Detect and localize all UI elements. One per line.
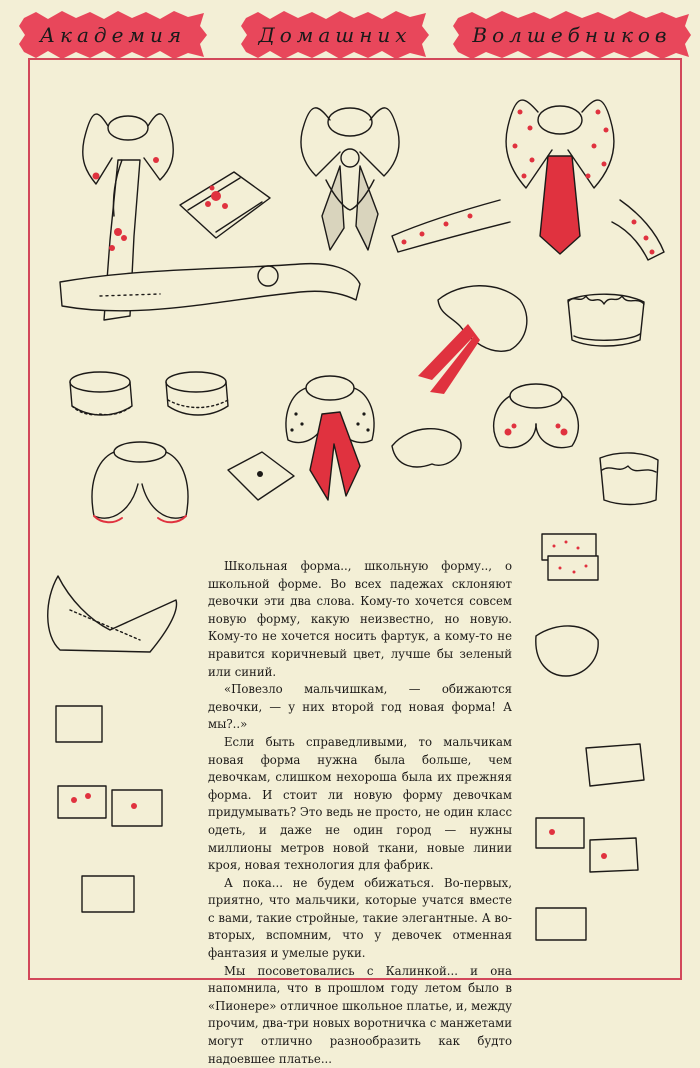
ruffled-cuffs bbox=[600, 453, 658, 505]
cuffs-right bbox=[536, 744, 644, 940]
belt-with-buckle bbox=[60, 264, 360, 311]
cuffs-left bbox=[56, 706, 162, 912]
header-word-text: Академия bbox=[39, 23, 187, 47]
header-word-text: Домашних bbox=[258, 23, 412, 47]
header-word-text: Волшебников bbox=[472, 23, 672, 47]
lace-collar-with-red-scarf bbox=[418, 286, 527, 394]
embroidered-napkin bbox=[228, 452, 294, 500]
collar-with-bow bbox=[301, 108, 399, 250]
collar-with-scarf-knot bbox=[286, 376, 374, 500]
ruffled-cuff bbox=[568, 294, 644, 346]
embroidered-handkerchief bbox=[180, 172, 270, 238]
lace-collar-small bbox=[70, 372, 228, 415]
wide-collar-pink-trim bbox=[92, 442, 188, 522]
polka-dot-collar-with-tie bbox=[392, 100, 664, 260]
article-paragraph: «Повезло мальчишкам, — обижаются девочки, — у них второй год новая форма! А мы?..» bbox=[208, 682, 512, 732]
belt-loop bbox=[48, 576, 177, 652]
plain-collar bbox=[392, 429, 461, 467]
article-paragraph: Мы посоветовались с Калинкой... и она напомнила, что в прошлом году летом было в «Пионере» отличное школьное платье, и, между прочим, два-три новых воротничка с манжетами могут отлично разнообразить как будто надоевшее платье... bbox=[208, 963, 512, 1066]
dotted-cuffs bbox=[542, 534, 598, 580]
article-paragraph: Если быть справедливыми, то мальчикам новая форма нужна была больше, чем девочкам, слишком нехороша была их прежняя форма. И стоит ли новую форму девочкам придумывать? Это ведь не просто, не один класс одеть, и даже не один город — нужны миллионы метров новой ткани, новые линии кроя, новая технология для фабрик. bbox=[208, 734, 512, 873]
article-paragraph: А пока... не будем обижаться. Во-первых, приятно, что мальчики, которые учатся вместе с вами, такие стройные, такие элегантные. А во-вторых, вспомним, что у девочек отменная фантазия и умелые руки. bbox=[208, 875, 512, 961]
article-text bbox=[208, 558, 512, 1068]
embroidered-collar bbox=[494, 384, 579, 448]
article-paragraph: Школьная форма.., школьную форму.., о школьной форме. Во всех падежах склоняют девочки эти два слова. Кому-то хочется совсем новую форму, какую неизвестно, но новую. Кому-то не хочется носить фартук, а кому-то не нравится коричневый цвет, лучше бы зеленый или синий. bbox=[208, 559, 512, 679]
round-collar bbox=[536, 626, 598, 676]
